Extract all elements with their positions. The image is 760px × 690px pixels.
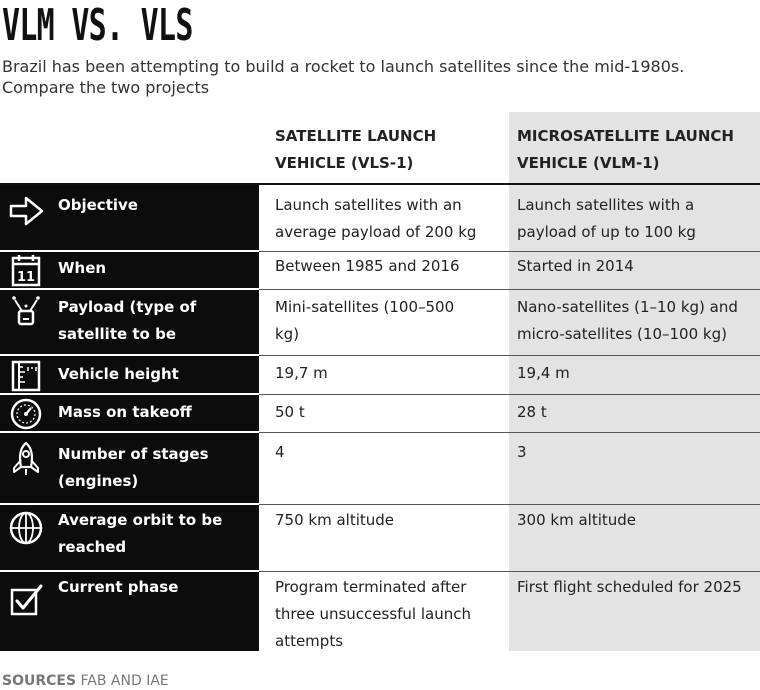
vlm-value: Nano-satellites (1–10 kg) and micro-satellites (10–100 kg) [517, 298, 738, 343]
row-label-cell [0, 252, 259, 290]
table-row-payload [0, 290, 760, 356]
vlm-value: 28 t [517, 403, 547, 421]
table-row-objective [0, 185, 760, 252]
vlm-value: 19,4 m [517, 364, 570, 382]
row-label: Payload (type of satellite to be [58, 298, 197, 343]
gauge-icon [6, 396, 46, 432]
vlm-value: First flight scheduled for 2025 [517, 578, 742, 596]
rocket-icon [6, 441, 46, 477]
vls-value: 750 km altitude [275, 511, 395, 529]
vlm-value: Started in 2014 [517, 257, 634, 275]
vlm-value: Launch satellites with a payload of up to 100 kg [517, 196, 696, 241]
globe-icon [6, 510, 46, 546]
page-title: VLM VS. VLS [2, 0, 193, 51]
table-row-vehicle-height [0, 356, 760, 395]
row-label-cell [0, 185, 259, 252]
sources-label: SOURCES [2, 673, 77, 689]
row-label: Vehicle height [58, 365, 179, 383]
ruler-icon [6, 358, 46, 394]
sources-text: FAB AND IAE [80, 673, 169, 689]
calendar-day: 11 [16, 270, 36, 285]
row-label-cell [0, 572, 259, 651]
checkbox-icon [6, 582, 46, 618]
sources-note [2, 672, 169, 690]
row-label: Objective [58, 196, 138, 214]
table-row-number-of-stages [0, 433, 760, 505]
table-row-current-phase [0, 572, 760, 651]
vls-value: Launch satellites with an average payload of 200 kg [275, 196, 477, 241]
row-label-cell [0, 395, 259, 433]
row-label-cell [0, 290, 259, 356]
row-label-cell [0, 356, 259, 395]
vls-value: 50 t [275, 403, 305, 421]
row-label: Mass on takeoff [58, 403, 192, 421]
calendar-icon [6, 253, 46, 289]
column-header-vls: SATELLITE LAUNCH VEHICLE (VLS-1) [275, 127, 437, 172]
column-header-vlm: MICROSATELLITE LAUNCH VEHICLE (VLM-1) [517, 127, 734, 172]
table-row-mass-on-takeoff [0, 395, 760, 433]
row-label: Current phase [58, 578, 179, 596]
vls-value: Program terminated after three unsuccessful launch attempts [275, 578, 471, 650]
vls-value: Between 1985 and 2016 [275, 257, 460, 275]
subtitle: Brazil has been attempting to build a rocket to launch satellites since the mid-1980s. Compare the two projects [2, 57, 685, 97]
arrow-right-icon [6, 193, 46, 229]
row-label-cell [0, 505, 259, 572]
table-row-average-orbit [0, 505, 760, 572]
table-row-when [0, 252, 760, 290]
row-label: Average orbit to be reached [58, 511, 223, 556]
satellite-icon [6, 294, 46, 330]
vlm-value: 3 [517, 443, 527, 461]
vls-value: 19,7 m [275, 364, 328, 382]
vls-value: Mini-satellites (100–500 kg) [275, 298, 455, 343]
vlm-value: 300 km altitude [517, 511, 637, 529]
vls-value: 4 [275, 443, 285, 461]
row-label-cell [0, 433, 259, 505]
row-label: Number of stages (engines) [58, 445, 209, 490]
row-label: When [58, 259, 107, 277]
